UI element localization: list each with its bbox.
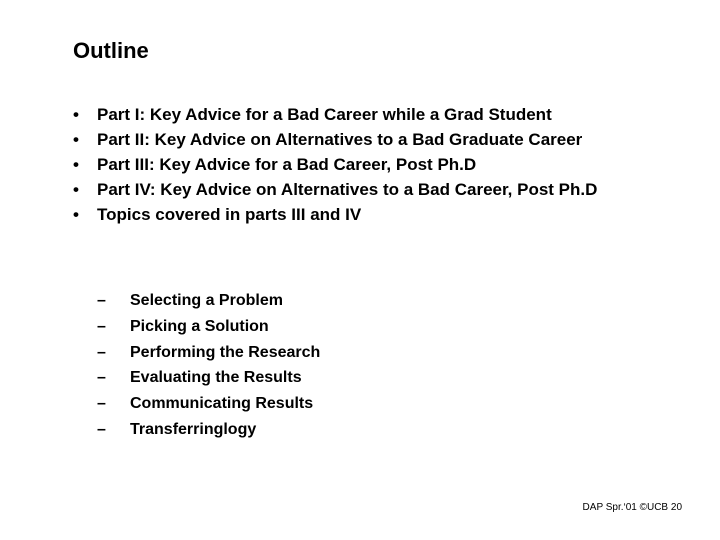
sub-bullet-item [97, 420, 320, 440]
bullet-text: Part III: Key Advice for a Bad Career, Post Ph.D [97, 155, 477, 174]
sub-bullet-marker: – [97, 292, 106, 309]
bullet-marker: • [73, 105, 79, 124]
bullet-marker: • [73, 130, 79, 149]
sub-bullet-marker: – [97, 343, 106, 361]
sub-bullet-list [97, 291, 320, 446]
sub-bullet-marker: – [97, 420, 106, 438]
bullet-item [73, 155, 673, 175]
bullet-list [73, 105, 673, 230]
slide-title: Outline [73, 38, 149, 63]
bullet-marker: • [73, 180, 79, 199]
sub-bullet-item [97, 343, 320, 363]
sub-bullet-text: Transferringlogy [130, 420, 257, 438]
bullet-item [73, 130, 673, 150]
sub-bullet-item [97, 368, 320, 388]
bullet-text: Part II: Key Advice on Alternatives to a Bad Graduate Career [97, 130, 583, 149]
sub-bullet-text: Evaluating the Results [130, 369, 302, 387]
sub-bullet-item [97, 317, 320, 337]
bullet-marker: • [73, 205, 79, 224]
sub-bullet-text: Picking a Solution [130, 317, 269, 335]
bullet-text: Part I: Key Advice for a Bad Career while a Grad Student [97, 105, 552, 124]
bullet-item [73, 105, 673, 125]
sub-bullet-text: Selecting a Problem [130, 292, 283, 309]
bullet-text: Topics covered in parts III and IV [97, 205, 362, 224]
bullet-item [73, 180, 673, 200]
slide-footer: DAP Spr.‘01 ©UCB 20 [582, 502, 682, 513]
bullet-text: Part IV: Key Advice on Alternatives to a Bad Career, Post Ph.D [97, 180, 598, 199]
sub-bullet-item [97, 291, 320, 311]
bullet-marker: • [73, 155, 79, 174]
sub-bullet-marker: – [97, 369, 106, 387]
sub-bullet-marker: – [97, 317, 106, 335]
sub-bullet-text: Communicating Results [130, 395, 314, 413]
sub-bullet-text: Performing the Research [130, 343, 321, 361]
bullet-item [73, 205, 673, 225]
sub-bullet-item [97, 394, 320, 414]
sub-bullet-marker: – [97, 395, 106, 413]
